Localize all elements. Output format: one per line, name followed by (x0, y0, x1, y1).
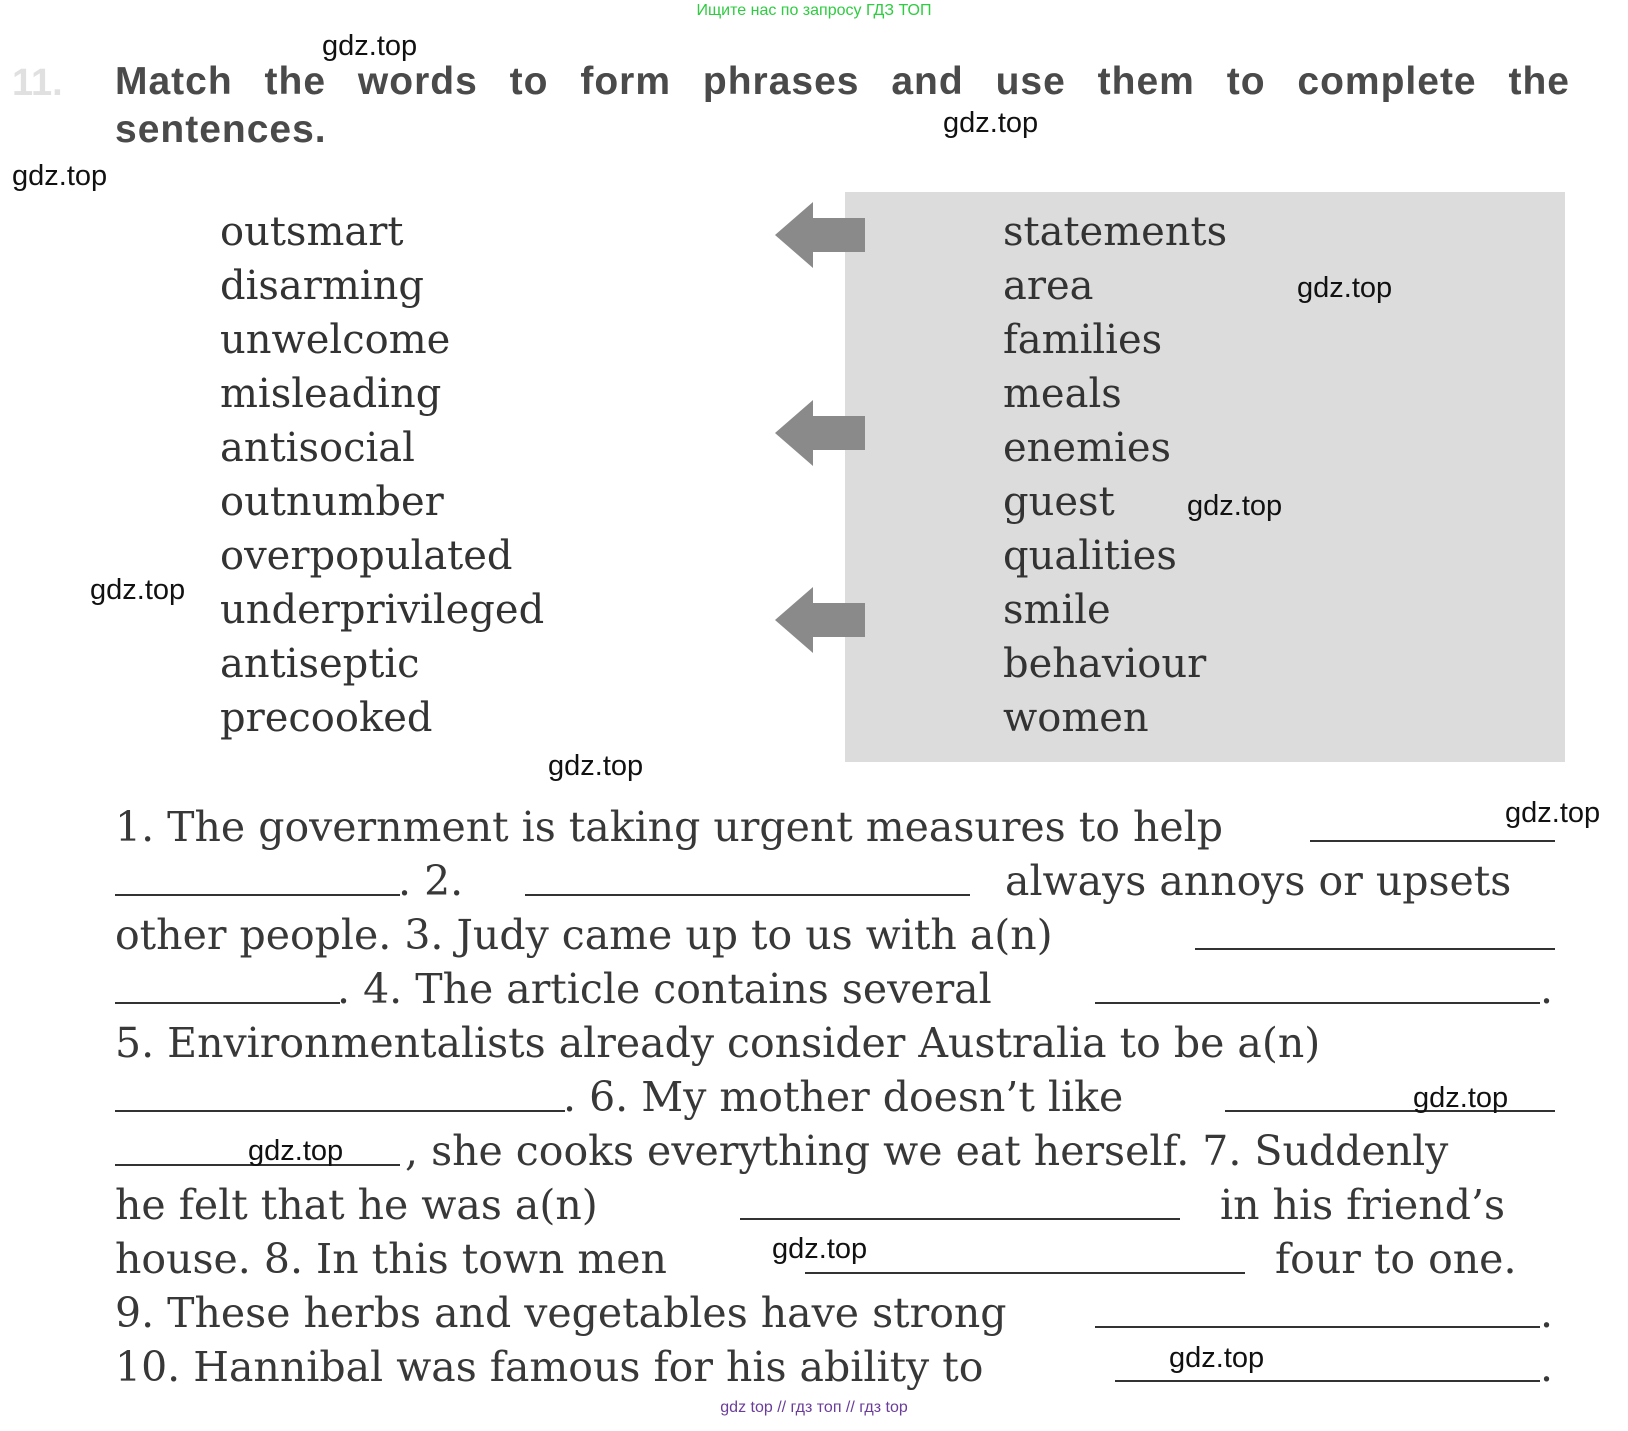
left-word-antisocial: antisocial (220, 425, 415, 471)
watermark: gdz.top (1297, 272, 1393, 304)
left-arrow-icon (775, 200, 865, 270)
answer-blank[interactable] (740, 1218, 1180, 1220)
answer-blank[interactable] (525, 894, 970, 896)
right-word-meals: meals (1003, 371, 1122, 417)
sentence-line (115, 1016, 1560, 1070)
answer-blank[interactable] (1095, 1326, 1540, 1328)
task-title: Match the words to form phrases and use them to complete the sentences. (115, 60, 1570, 151)
answer-blank[interactable] (1095, 1002, 1540, 1004)
watermark: gdz.top (322, 30, 418, 62)
watermark: gdz.top (1169, 1342, 1265, 1374)
sentence-text: he felt that he was a(n) (115, 1181, 598, 1229)
answer-blank[interactable] (115, 1002, 340, 1004)
right-word-qualities: qualities (1003, 533, 1177, 579)
left-arrow-icon (775, 398, 865, 468)
footer-links[interactable]: gdz top // гдз топ // гдз top (720, 1399, 908, 1416)
left-word-list (220, 205, 544, 745)
sentence-line (115, 1286, 1560, 1340)
left-word-unwelcome: unwelcome (220, 317, 451, 363)
sentence-line (115, 800, 1560, 854)
watermark: gdz.top (943, 107, 1039, 139)
right-word-statements: statements (1003, 209, 1228, 255)
right-word-list (1003, 205, 1227, 745)
left-word-outnumber: outnumber (220, 479, 444, 525)
answer-blank[interactable] (115, 894, 400, 896)
sentence-text: . 2. (398, 857, 464, 905)
watermark: gdz.top (548, 750, 644, 782)
answer-blank[interactable] (1310, 840, 1555, 842)
sentence-line (115, 962, 1560, 1016)
watermark: gdz.top (12, 160, 108, 192)
sentence-text: 9. These herbs and vegetables have strong (115, 1289, 1007, 1337)
answer-blank[interactable] (805, 1272, 1245, 1274)
right-word-area: area (1003, 263, 1094, 309)
right-word-behaviour: behaviour (1003, 641, 1207, 687)
sentence-text: . 6. My mother doesn’t like (563, 1073, 1124, 1121)
sentence-text: . (1540, 965, 1554, 1013)
answer-blank[interactable] (1115, 1380, 1540, 1382)
watermark: gdz.top (772, 1233, 868, 1265)
sentence-text: in his friend’s (1220, 1181, 1506, 1229)
answer-blank[interactable] (1195, 948, 1555, 950)
left-arrow-icon (775, 585, 865, 655)
sentence-text: house. 8. In this town men (115, 1235, 667, 1283)
left-word-precooked: precooked (220, 695, 433, 741)
right-word-guest: guest (1003, 479, 1115, 525)
sentence-text: , she cooks everything we eat herself. 7. Suddenly (405, 1127, 1449, 1175)
task-number: 11. (12, 62, 63, 104)
sentence-text: . (1540, 1343, 1554, 1391)
watermark: gdz.top (90, 574, 186, 606)
sentence-text: four to one. (1275, 1235, 1517, 1283)
sentence-line (115, 1070, 1560, 1124)
sentence-line (115, 1178, 1560, 1232)
watermark: gdz.top (248, 1135, 344, 1167)
sentence-text: . 4. The article contains several (337, 965, 992, 1013)
right-word-families: families (1003, 317, 1163, 363)
left-word-antiseptic: antiseptic (220, 641, 420, 687)
answer-blank[interactable] (115, 1110, 565, 1112)
left-word-disarming: disarming (220, 263, 424, 309)
right-word-women: women (1003, 695, 1149, 741)
left-word-outsmart: outsmart (220, 209, 404, 255)
sentence-text: always annoys or upsets (1005, 857, 1512, 905)
sentence-text: 10. Hannibal was famous for his ability to (115, 1343, 984, 1391)
watermark: gdz.top (1413, 1082, 1509, 1114)
sentence-line (115, 1340, 1560, 1394)
exercise-sentences (115, 800, 1560, 1394)
sentence-text: 5. Environmentalists already consider Australia to be a(n) (115, 1019, 1321, 1067)
right-word-enemies: enemies (1003, 425, 1172, 471)
watermark: gdz.top (1505, 797, 1601, 829)
sentence-text: . (1540, 1289, 1554, 1337)
sentence-text: 1. The government is taking urgent measures to help (115, 803, 1223, 851)
sentence-text: other people. 3. Judy came up to us with a(n) (115, 911, 1053, 959)
left-word-overpopulated: overpopulated (220, 533, 513, 579)
sentence-line (115, 854, 1560, 908)
right-word-smile: smile (1003, 587, 1111, 633)
left-word-misleading: misleading (220, 371, 442, 417)
top-banner[interactable]: Ищите нас по запросу ГДЗ ТОП (696, 2, 932, 19)
sentence-line (115, 908, 1560, 962)
watermark: gdz.top (1187, 490, 1283, 522)
left-word-underprivileged: underprivileged (220, 587, 545, 633)
